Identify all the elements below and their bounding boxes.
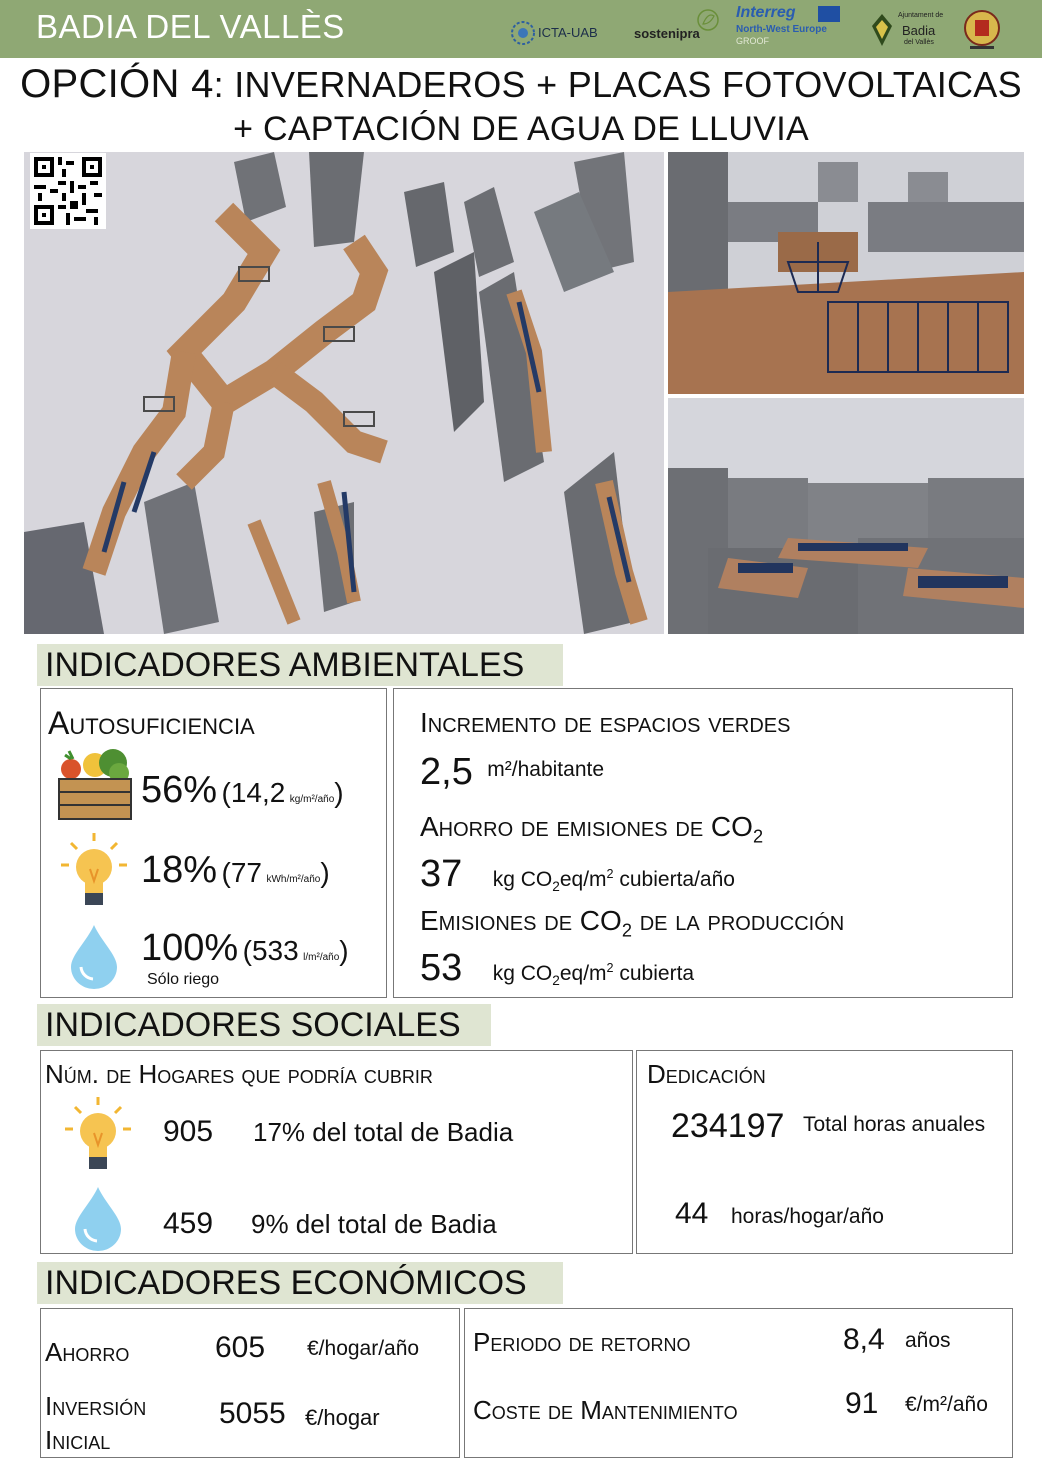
aerial-render-image (24, 152, 664, 634)
verdes-unit: m²/habitante (487, 758, 605, 781)
emisiones-title: Emisiones de $CO_2$ de la producción (420, 905, 845, 941)
dedicacion-title: Dedicación (647, 1059, 766, 1089)
eu-flag-icon (818, 6, 840, 22)
hogares-title: Núm. de Hogares que podría cubrir (45, 1059, 433, 1089)
food-value: (14,2 (221, 777, 286, 808)
dedicacion-hogar-label: horas/hogar/año (731, 1205, 884, 1228)
autosuficiencia-title: Autosuficiencia (48, 705, 255, 741)
dedicacion-box (636, 1050, 1013, 1254)
water-note: Sólo riego (147, 971, 220, 988)
hogares-energy-text: 17% del total de Badia (253, 1117, 514, 1147)
water-pct: 100% (141, 927, 239, 969)
dedicacion-total-label: Total horas anuales (803, 1113, 986, 1136)
hogares-water-value: 459 (163, 1207, 214, 1240)
hogares-water-text: 9% del total de Badia (251, 1209, 497, 1239)
section-ambientales: INDICADORES AMBIENTALES (37, 644, 563, 686)
mantenimiento-value: 91 (845, 1387, 879, 1420)
energy-value: (77 (221, 857, 262, 888)
retorno-unit: años (905, 1329, 951, 1352)
section-sociales: INDICADORES SOCIALES (37, 1004, 491, 1046)
ambientales-right-box (393, 688, 1013, 998)
ahorro-label: Ahorro (45, 1337, 130, 1367)
energy-pct: 18% (141, 849, 218, 891)
ajuntament-logo: Ajuntament de Badia del Vallès (870, 10, 950, 50)
qr-code[interactable] (30, 153, 106, 229)
ahorro-co2-title: Ahorro de emisiones de $CO_2$ (420, 811, 764, 847)
icta-globe-icon (510, 20, 536, 46)
page-title-line2: + CAPTACIÓN DE AGUA DE LLUVIA (233, 110, 809, 148)
verdes-row (420, 751, 604, 794)
emisiones-row (420, 947, 694, 990)
food-indicator: 56% (14,2 kg/m²/año) (141, 769, 344, 811)
ajuntament-shield-icon (870, 12, 894, 48)
dedicacion-hogar-value: 44 (675, 1197, 709, 1230)
inversion-label-line2: Inicial (45, 1425, 111, 1455)
sostenipra-logo: sostenipra (632, 8, 722, 52)
page-title-line1: OPCIÓN 4: INVERNADEROS + PLACAS FOTOVOLTAICAS (20, 62, 1022, 106)
food-pct: 56% (141, 769, 218, 811)
brand-title: BADIA DEL VALLÈS (36, 8, 345, 45)
ahorro-co2-row (420, 853, 735, 896)
badia-seal-icon (962, 8, 1002, 52)
hogares-box (40, 1050, 633, 1254)
ahorro-co2-value: 37 (420, 853, 463, 895)
autosuficiencia-box (40, 688, 387, 998)
food-unit: kg/m²/año (289, 794, 335, 805)
dedicacion-total-value: 234197 (671, 1107, 785, 1145)
energy-indicator: 18% (77 kWh/m²/año) (141, 849, 330, 891)
water-drop-icon (67, 923, 121, 989)
interreg-logo: Interreg North-West Europe GROOF (734, 4, 844, 54)
lightbulb-icon (63, 1095, 133, 1175)
retorno-value: 8,4 (843, 1323, 885, 1356)
economicos-left-box (40, 1308, 460, 1458)
verdes-title: Incremento de espacios verdes (420, 707, 791, 738)
energy-unit: kWh/m²/año (266, 874, 321, 885)
water-drop-icon (71, 1185, 125, 1251)
vegetable-crate-icon (55, 745, 135, 825)
badia-seal-logo (962, 8, 1002, 52)
emisiones-unit: kg $CO_2eq/m^2$ cubierta (492, 961, 695, 989)
inversion-value: 5055 (219, 1397, 286, 1430)
retorno-label: Periodo de retorno (473, 1327, 691, 1357)
water-unit: l/m²/año (303, 952, 340, 963)
inversion-unit: €/hogar (305, 1405, 380, 1430)
ahorro-co2-unit: kg $CO_2eq/m^2$ cubierta/año (492, 867, 735, 895)
mantenimiento-unit: €/m²/año (905, 1393, 988, 1416)
section-economicos: INDICADORES ECONÓMICOS (37, 1262, 563, 1304)
economicos-right-box (464, 1308, 1013, 1458)
greenhouse-render-image (668, 152, 1024, 394)
water-indicator: 100% (533 l/m²/año) (141, 927, 349, 969)
icta-logo: ICTA-UAB (510, 18, 630, 48)
ahorro-value: 605 (215, 1331, 266, 1364)
verdes-value: 2,5 (420, 751, 473, 793)
water-value: (533 (242, 935, 299, 966)
lightbulb-icon (59, 831, 129, 911)
solar-render-image (668, 398, 1024, 634)
emisiones-value: 53 (420, 947, 463, 989)
mantenimiento-label: Coste de Mantenimiento (473, 1395, 738, 1425)
hogares-energy-value: 905 (163, 1115, 214, 1148)
inversion-label-line1: Inversión (45, 1391, 147, 1421)
ahorro-unit: €/hogar/año (307, 1337, 420, 1360)
